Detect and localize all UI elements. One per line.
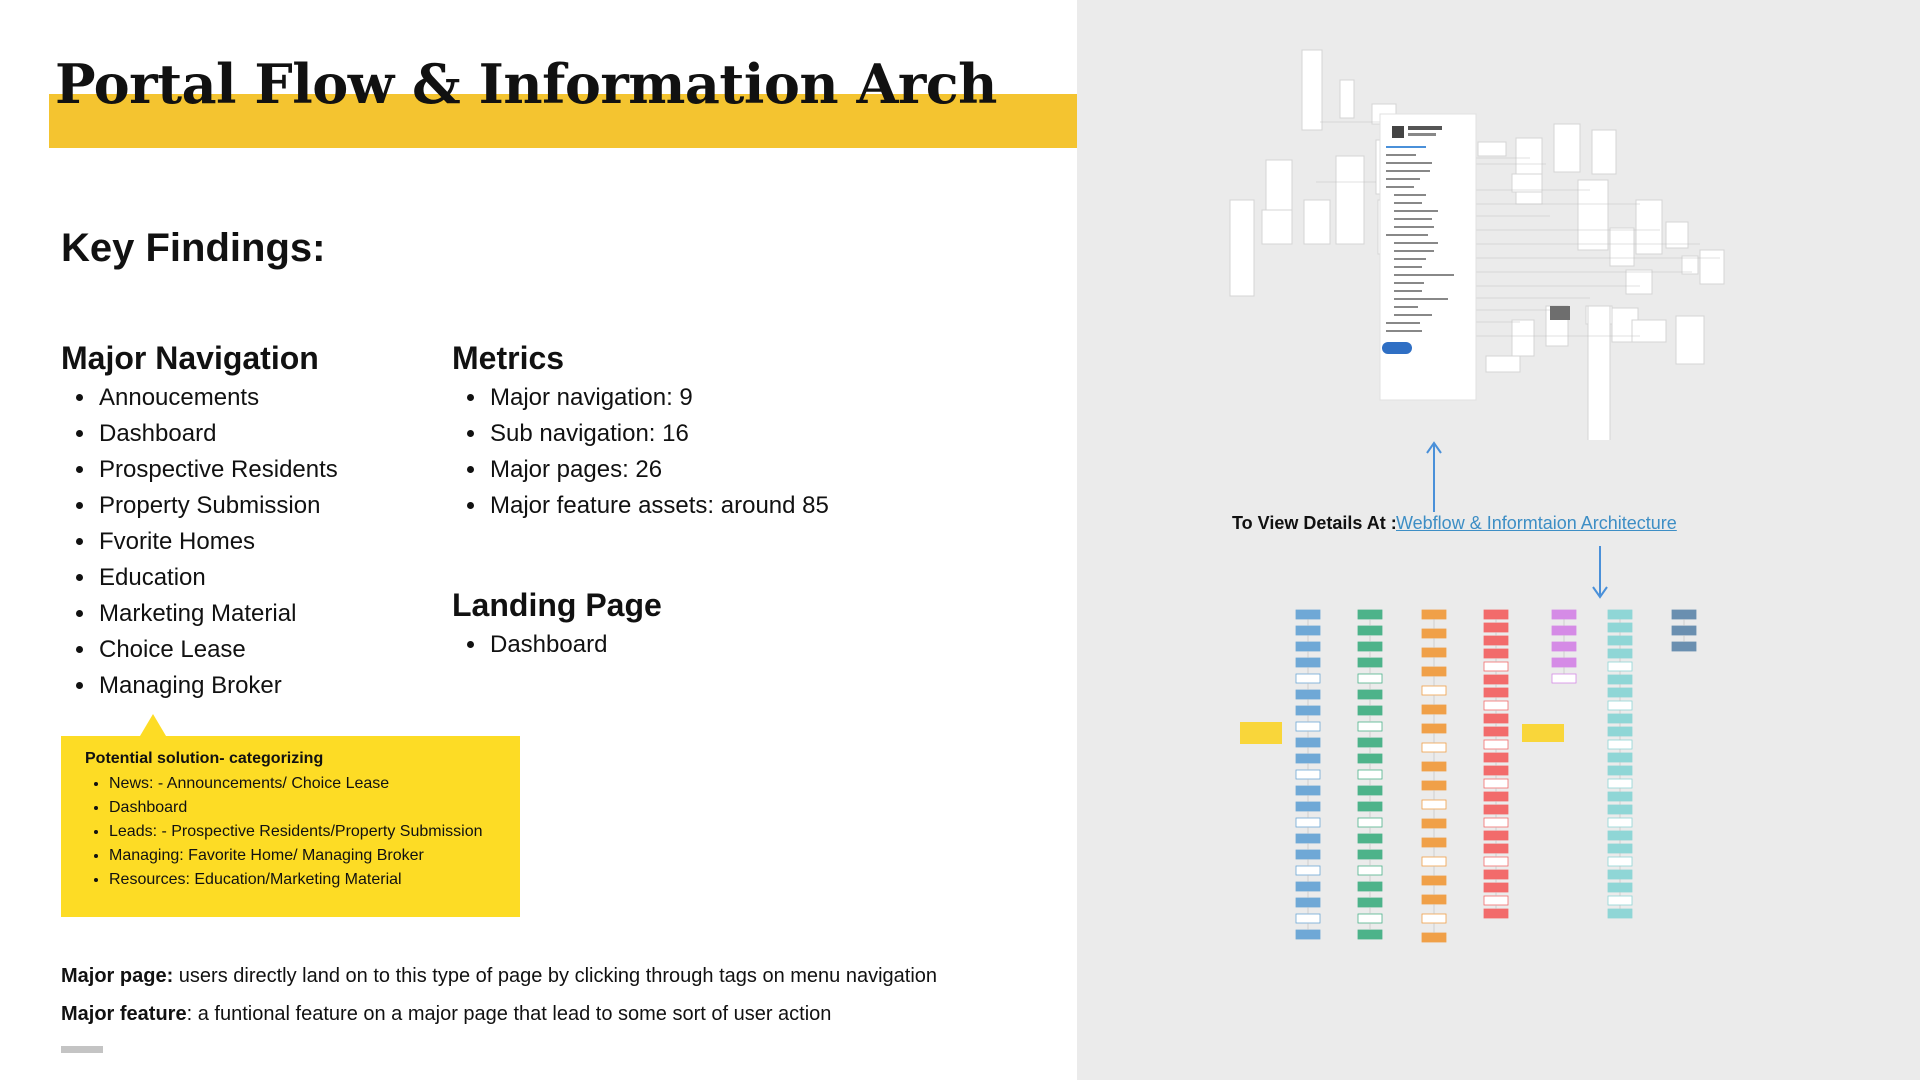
flowchart-node xyxy=(1422,857,1446,866)
flowchart-node xyxy=(1608,714,1632,723)
flowchart-node xyxy=(1296,690,1320,699)
arrow-up-icon xyxy=(1424,440,1444,514)
flowchart-node xyxy=(1358,898,1382,907)
list-item: • Marketing Material xyxy=(97,596,338,632)
flowchart-node xyxy=(1608,675,1632,684)
flowchart-node xyxy=(1484,662,1508,671)
webflow-architecture-link[interactable]: Webflow & Informtaion Architecture xyxy=(1396,513,1677,533)
flowchart-node xyxy=(1608,857,1632,866)
flowchart-node xyxy=(1296,786,1320,795)
flowchart-node xyxy=(1484,727,1508,736)
flowchart-node xyxy=(1484,623,1508,632)
flowchart-node xyxy=(1358,882,1382,891)
landing-page-heading: Landing Page xyxy=(452,587,662,623)
page-title: Portal Flow & Information Arch xyxy=(55,52,997,116)
term: Major page: xyxy=(61,965,174,987)
flowchart-node xyxy=(1608,740,1632,749)
flowchart-node xyxy=(1296,882,1320,891)
list-item: • Managing Broker xyxy=(97,668,338,704)
list-item: • Choice Lease xyxy=(97,632,338,668)
flowchart-node xyxy=(1608,610,1632,619)
flowchart-node xyxy=(1358,930,1382,939)
list-item: • Major pages: 26 xyxy=(488,452,829,488)
flowchart-node xyxy=(1608,792,1632,801)
flowchart-node xyxy=(1672,610,1696,619)
flowchart-node xyxy=(1484,779,1508,788)
list-item: • Prospective Residents xyxy=(97,452,338,488)
key-findings-heading: Key Findings: xyxy=(61,226,326,270)
flowchart-node xyxy=(1358,610,1382,619)
flowchart-node xyxy=(1358,786,1382,795)
flowchart-node xyxy=(1296,738,1320,747)
flowchart-node xyxy=(1608,727,1632,736)
flowchart-node xyxy=(1484,649,1508,658)
flowchart-node xyxy=(1422,705,1446,714)
flowchart-node xyxy=(1484,818,1508,827)
flowchart-node xyxy=(1608,688,1632,697)
flowchart-node xyxy=(1608,649,1632,658)
flowchart-node xyxy=(1296,674,1320,683)
footer-mark xyxy=(61,1046,103,1053)
solution-callout xyxy=(61,736,520,917)
flowchart-node xyxy=(1608,623,1632,632)
term: Major feature xyxy=(61,1003,187,1025)
flowchart-node xyxy=(1422,743,1446,752)
flowchart-node xyxy=(1608,909,1632,918)
metrics-list xyxy=(452,380,829,524)
flowchart-node xyxy=(1552,626,1576,635)
flowchart-node xyxy=(1552,658,1576,667)
flowchart-node xyxy=(1296,770,1320,779)
flowchart-node xyxy=(1484,857,1508,866)
flowchart-node xyxy=(1422,933,1446,942)
flowchart-node xyxy=(1296,722,1320,731)
flowchart-node xyxy=(1422,667,1446,676)
sticky-note xyxy=(1240,722,1282,744)
flowchart-node xyxy=(1296,610,1320,619)
list-item: • Resources: Education/Marketing Material xyxy=(109,868,508,892)
flowchart-node xyxy=(1358,738,1382,747)
flowchart-node xyxy=(1358,754,1382,763)
flowchart-node xyxy=(1552,674,1576,683)
list-item: • Fvorite Homes xyxy=(97,524,338,560)
major-navigation-heading: Major Navigation xyxy=(61,340,319,376)
flowchart-node xyxy=(1484,909,1508,918)
flowchart-node xyxy=(1608,818,1632,827)
list-item: • News: - Announcements/ Choice Lease xyxy=(109,772,508,796)
callout-title: Potential solution- categorizing xyxy=(85,750,324,767)
flowchart-node xyxy=(1422,762,1446,771)
landing-page-list xyxy=(452,627,607,663)
flowchart-node xyxy=(1422,819,1446,828)
flowchart-node xyxy=(1422,876,1446,885)
view-details-label: To View Details At : xyxy=(1232,513,1397,533)
flowchart-node xyxy=(1672,626,1696,635)
callout-pointer xyxy=(140,714,166,736)
flowchart-node xyxy=(1296,626,1320,635)
flowchart-node xyxy=(1608,870,1632,879)
flowchart-node xyxy=(1484,883,1508,892)
flowchart-node xyxy=(1608,844,1632,853)
flowchart-node xyxy=(1296,818,1320,827)
flowchart-node xyxy=(1358,658,1382,667)
flowchart-node xyxy=(1484,831,1508,840)
flowchart-node xyxy=(1608,636,1632,645)
list-item: • Annoucements xyxy=(97,380,338,416)
list-item: • Education xyxy=(97,560,338,596)
flowchart-node xyxy=(1672,642,1696,651)
flowchart-node xyxy=(1484,610,1508,619)
flowchart-node xyxy=(1484,805,1508,814)
flowchart-node xyxy=(1608,779,1632,788)
callout-list xyxy=(73,772,508,892)
flowchart-node xyxy=(1422,895,1446,904)
definition-text: : a funtional feature on a major page that lead to some sort of user action xyxy=(186,1003,832,1025)
major-feature-definition xyxy=(61,1003,831,1026)
list-item: • Sub navigation: 16 xyxy=(488,416,829,452)
flowchart-node xyxy=(1422,724,1446,733)
list-item: • Property Submission xyxy=(97,488,338,524)
flowchart-thumbnail xyxy=(1236,606,1736,996)
major-page-definition xyxy=(61,965,937,988)
flowchart-node xyxy=(1296,658,1320,667)
flowchart-node xyxy=(1358,866,1382,875)
sticky-note xyxy=(1522,724,1564,742)
flowchart-node xyxy=(1296,898,1320,907)
flowchart-node xyxy=(1552,610,1576,619)
flowchart-node xyxy=(1358,850,1382,859)
flowchart-node xyxy=(1484,740,1508,749)
flowchart-node xyxy=(1358,690,1382,699)
flowchart-node xyxy=(1484,688,1508,697)
flowchart-node xyxy=(1608,766,1632,775)
flowchart-node xyxy=(1422,838,1446,847)
flowchart-node xyxy=(1296,642,1320,651)
flowchart-node xyxy=(1484,766,1508,775)
major-navigation-list xyxy=(61,380,338,704)
list-item: • Major feature assets: around 85 xyxy=(488,488,829,524)
flowchart-node xyxy=(1484,896,1508,905)
flowchart-node xyxy=(1422,629,1446,638)
flowchart-node xyxy=(1484,870,1508,879)
flowchart-node xyxy=(1422,914,1446,923)
flowchart-node xyxy=(1358,834,1382,843)
flowchart-node xyxy=(1608,883,1632,892)
flowchart-node xyxy=(1296,850,1320,859)
flowchart-node xyxy=(1358,642,1382,651)
flowchart-node xyxy=(1358,674,1382,683)
flowchart-node xyxy=(1358,770,1382,779)
flowchart-node xyxy=(1422,648,1446,657)
flowchart-node xyxy=(1296,754,1320,763)
flowchart-node xyxy=(1608,662,1632,671)
arrow-down-icon xyxy=(1590,544,1610,600)
flowchart-node xyxy=(1484,844,1508,853)
flowchart-node xyxy=(1358,802,1382,811)
flowchart-node xyxy=(1422,800,1446,809)
flowchart-node xyxy=(1296,930,1320,939)
metrics-heading: Metrics xyxy=(452,340,565,376)
flowchart-node xyxy=(1484,792,1508,801)
flowchart-node xyxy=(1296,802,1320,811)
flowchart-node xyxy=(1608,896,1632,905)
flowchart-node xyxy=(1358,626,1382,635)
list-item: • Managing: Favorite Home/ Managing Broker xyxy=(109,844,508,868)
flowchart-node xyxy=(1358,722,1382,731)
flowchart-node xyxy=(1484,753,1508,762)
flowchart-node xyxy=(1484,675,1508,684)
flowchart-node xyxy=(1422,686,1446,695)
flowchart-node xyxy=(1422,781,1446,790)
sitemap-thumbnail xyxy=(1220,40,1780,440)
flowchart-node xyxy=(1608,753,1632,762)
flowchart-node xyxy=(1358,706,1382,715)
flowchart-node xyxy=(1484,701,1508,710)
flowchart-node xyxy=(1422,610,1446,619)
list-item: • Dashboard xyxy=(97,416,338,452)
flowchart-node xyxy=(1296,834,1320,843)
list-item: • Dashboard xyxy=(109,796,508,820)
flowchart-node xyxy=(1484,714,1508,723)
list-item: • Dashboard xyxy=(488,627,607,663)
flowchart-node xyxy=(1552,642,1576,651)
flowchart-node xyxy=(1608,831,1632,840)
definition-text: users directly land on to this type of page by clicking through tags on menu navigation xyxy=(173,965,938,987)
flowchart-node xyxy=(1608,701,1632,710)
flowchart-node xyxy=(1608,805,1632,814)
flowchart-node xyxy=(1358,818,1382,827)
flowchart-node xyxy=(1484,636,1508,645)
list-item: • Leads: - Prospective Residents/Property Submission xyxy=(109,820,508,844)
flowchart-node xyxy=(1296,914,1320,923)
flowchart-node xyxy=(1358,914,1382,923)
flowchart-node xyxy=(1296,866,1320,875)
list-item: • Major navigation: 9 xyxy=(488,380,829,416)
flowchart-node xyxy=(1296,706,1320,715)
